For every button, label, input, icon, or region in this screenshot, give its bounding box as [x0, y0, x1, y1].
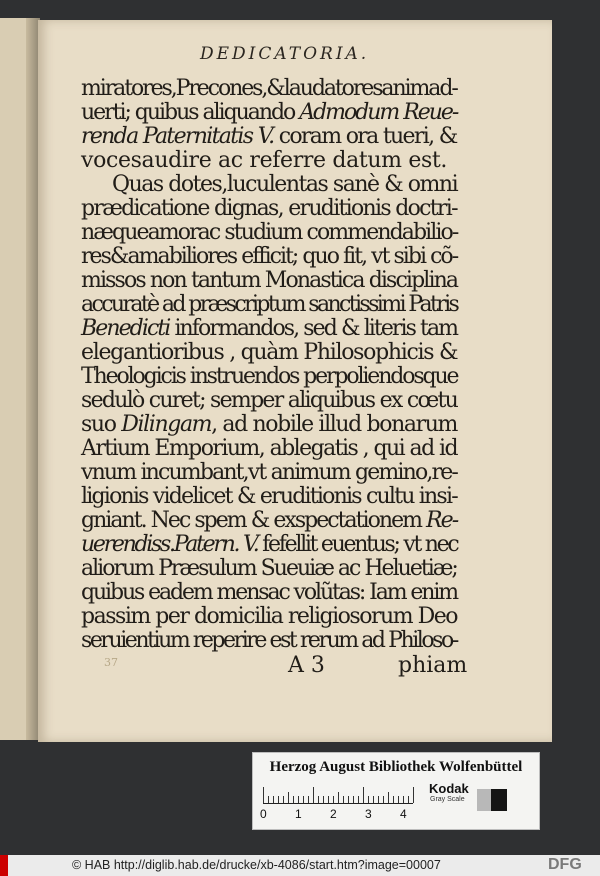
ruler-tick [388, 792, 389, 803]
ruler-tick [333, 796, 334, 803]
text-run: accuratè ad præscriptum sanctissimi Patris [81, 292, 458, 317]
ruler-tick [273, 796, 274, 803]
ruler-tick [413, 787, 414, 803]
ruler-tick [308, 796, 309, 803]
text-run: fefellit euentus; vt nec [257, 532, 458, 557]
text-line [81, 316, 457, 341]
text-run: res&amabiliores efficit; quo fit, vt sibi cõ- [81, 244, 458, 269]
ruler-tick [378, 796, 379, 803]
ruler-number: 4 [400, 807, 407, 821]
text-line [81, 484, 457, 509]
text-run: ligionis videlicet & eruditionis cultu insi- [81, 484, 457, 509]
text-line [81, 100, 457, 125]
text-line [81, 340, 457, 365]
text-run: uerti; quibus aliquando [81, 100, 300, 125]
copyright-link[interactable]: © HAB http://diglib.hab.de/drucke/xb-4086/start.htm?image=00007 [72, 858, 441, 872]
text-run: , ad nobile illud bonarum [211, 412, 458, 437]
ruler-tick [358, 796, 359, 803]
dfg-logo: DFG [548, 856, 582, 873]
corner-marker [0, 855, 8, 876]
text-line [81, 436, 457, 461]
ruler-tick [328, 796, 329, 803]
text-run: næqueamorac studium commendabilio- [81, 220, 458, 245]
text-run: Admodum Reue- [299, 100, 458, 125]
ruler-tick [393, 796, 394, 803]
text-line [81, 628, 457, 653]
text-run: Re- [426, 508, 458, 533]
text-run: elegantioribus , quàm Philosophicis & [81, 340, 458, 365]
text-line [81, 556, 457, 581]
text-line [81, 244, 457, 269]
text-run: aliorum Præsulum Sueuiæ ac Heluetiæ; [81, 556, 457, 581]
text-run: quibus eadem mensac volũtas: Iam enim [81, 580, 458, 605]
text-line [81, 604, 457, 629]
scale-ruler [263, 785, 413, 804]
text-line [81, 148, 447, 173]
text-run: missos non tantum Monastica disciplina [81, 268, 458, 293]
ruler-tick [293, 796, 294, 803]
ruler-tick [283, 796, 284, 803]
kodak-logo: Kodak [429, 781, 469, 796]
ruler-tick [398, 796, 399, 803]
text-line [81, 364, 457, 389]
ruler-tick [353, 796, 354, 803]
text-line [81, 508, 457, 533]
gray-swatch-light [477, 789, 491, 811]
gray-swatch-dark [491, 789, 507, 811]
ruler-number: 3 [365, 807, 372, 821]
text-run: vocesaudire ac referre datum est. [81, 148, 448, 173]
page-header: DEDICATORIA. [200, 44, 370, 64]
text-run: suo [81, 412, 122, 437]
footer-bar [0, 855, 600, 876]
ruler-tick [318, 796, 319, 803]
text-run: passim per domicilia religiosorum Deo [81, 604, 458, 629]
color-target-card [252, 752, 540, 830]
ruler-tick [338, 792, 339, 803]
library-name: Herzog August Bibliothek Wolfenbüttel [269, 759, 523, 775]
ruler-tick [363, 787, 364, 803]
text-line [81, 220, 457, 245]
text-run: vnum incumbant,vt animum gemino,re- [81, 460, 457, 485]
text-run: Theologicis instruendos perpoliendosque [81, 364, 458, 389]
text-line [81, 460, 457, 485]
catchword: phiam [398, 653, 468, 678]
text-line [81, 292, 457, 317]
text-run: renda Paternitatis V. [81, 124, 274, 149]
text-line [81, 580, 457, 605]
ruler-tick [313, 787, 314, 803]
ruler-tick [263, 787, 264, 803]
text-line [81, 268, 457, 293]
ruler-tick [403, 796, 404, 803]
text-line [112, 172, 457, 197]
ruler-tick [408, 796, 409, 803]
text-line [81, 388, 457, 413]
signature-mark: A 3 [288, 653, 325, 678]
ruler-tick [373, 796, 374, 803]
text-run: seruientium reperire est rerum ad Philoso- [81, 628, 457, 653]
text-line [81, 124, 457, 149]
ruler-number: 2 [330, 807, 337, 821]
ruler-tick [348, 796, 349, 803]
faint-mark: 37 [104, 656, 118, 669]
text-run: Artium Emporium, ablegatis , qui ad id [81, 436, 458, 461]
ruler-tick [343, 796, 344, 803]
text-run: prædicatione dignas, eruditionis doctri- [81, 196, 457, 221]
text-run: coram ora tueri, & [273, 124, 457, 149]
text-line [81, 412, 457, 437]
text-line [81, 76, 457, 101]
text-run: Benedicti [81, 316, 170, 341]
text-run: informandos, sed & literis tam [169, 316, 458, 341]
ruler-tick [383, 796, 384, 803]
text-run: Dilingam [121, 412, 212, 437]
ruler-number: 0 [260, 807, 267, 821]
text-run: Quas dotes,luculentas sanè & omni [112, 172, 458, 197]
ruler-tick [288, 792, 289, 803]
ruler-tick [278, 796, 279, 803]
ruler-tick [268, 796, 269, 803]
ruler-number: 1 [295, 807, 302, 821]
ruler-tick [368, 796, 369, 803]
text-run: uerendiss.Patern. V. [81, 532, 258, 557]
ruler-tick [303, 796, 304, 803]
gray-scale-label: Gray Scale [430, 796, 465, 803]
ruler-tick [323, 796, 324, 803]
text-run: sedulò curet; semper aliquibus ex cœtu [81, 388, 458, 413]
text-line [81, 532, 457, 557]
ruler-tick [298, 796, 299, 803]
text-line [81, 196, 457, 221]
text-run: gniant. Nec spem & exspectationem [81, 508, 427, 533]
text-run: miratores,Precones,&laudatoresanimad- [81, 76, 457, 101]
